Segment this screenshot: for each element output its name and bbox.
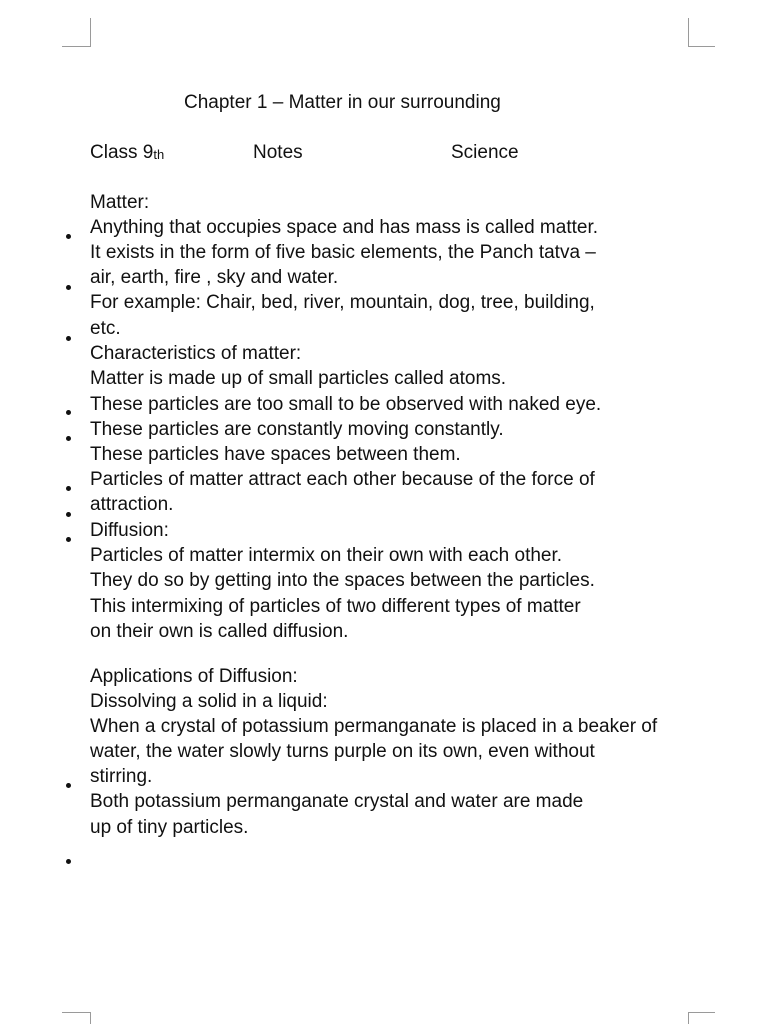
page-title: Chapter 1 – Matter in our surrounding	[184, 92, 501, 113]
subheading-dissolving: Dissolving a solid in a liquid:	[90, 691, 328, 712]
text-line: air, earth, fire , sky and water.	[90, 267, 339, 288]
bullet-dot	[66, 336, 71, 341]
section-heading-applications: Applications of Diffusion:	[90, 666, 298, 687]
text-line: on their own is called diffusion.	[90, 621, 349, 642]
class-label	[90, 142, 164, 164]
text-line: Matter is made up of small particles called atoms.	[90, 368, 507, 389]
text-line: Both potassium permanganate crystal and water are made	[90, 791, 584, 812]
bullet-dot	[66, 859, 71, 864]
text-line: These particles are too small to be observed with naked eye.	[90, 394, 602, 415]
text-line: These particles have spaces between them.	[90, 444, 461, 465]
bullet-dot	[66, 234, 71, 239]
section-heading-matter: Matter:	[90, 192, 150, 213]
text-line: They do so by getting into the spaces between the particles.	[90, 570, 595, 591]
text-line: When a crystal of potassium permanganate is placed in a beaker of	[90, 716, 658, 737]
text-line: attraction.	[90, 494, 174, 515]
bullet-dot	[66, 537, 71, 542]
section-heading-diffusion: Diffusion:	[90, 520, 169, 541]
crop-mark-bottom-right	[688, 1012, 715, 1024]
class-suffix: th	[153, 147, 165, 162]
class-number: Class 9	[90, 142, 154, 163]
text-line: For example: Chair, bed, river, mountain, dog, tree, building,	[90, 292, 595, 313]
bullet-dot	[66, 783, 71, 788]
crop-mark-top-right	[688, 18, 715, 47]
section-heading-characteristics: Characteristics of matter:	[90, 343, 302, 364]
notes-label: Notes	[253, 142, 303, 163]
bullet-dot	[66, 410, 71, 415]
text-line: Particles of matter intermix on their own with each other.	[90, 545, 563, 566]
bullet-dot	[66, 512, 71, 517]
text-line: Anything that occupies space and has mass is called matter.	[90, 217, 598, 238]
text-line: up of tiny particles.	[90, 817, 249, 838]
bullet-dot	[66, 436, 71, 441]
crop-mark-top-left	[62, 18, 91, 47]
text-line: Particles of matter attract each other because of the force of	[90, 469, 595, 490]
bullet-dot	[66, 486, 71, 491]
bullet-dot	[66, 285, 71, 290]
text-line: water, the water slowly turns purple on its own, even without	[90, 741, 595, 762]
crop-mark-bottom-left	[62, 1012, 91, 1024]
subject-label: Science	[451, 142, 519, 163]
text-line: It exists in the form of five basic elements, the Panch tatva –	[90, 242, 596, 263]
text-line: stirring.	[90, 766, 153, 787]
text-line: This intermixing of particles of two different types of matter	[90, 596, 581, 617]
text-line: These particles are constantly moving constantly.	[90, 419, 504, 440]
text-line: etc.	[90, 318, 121, 339]
